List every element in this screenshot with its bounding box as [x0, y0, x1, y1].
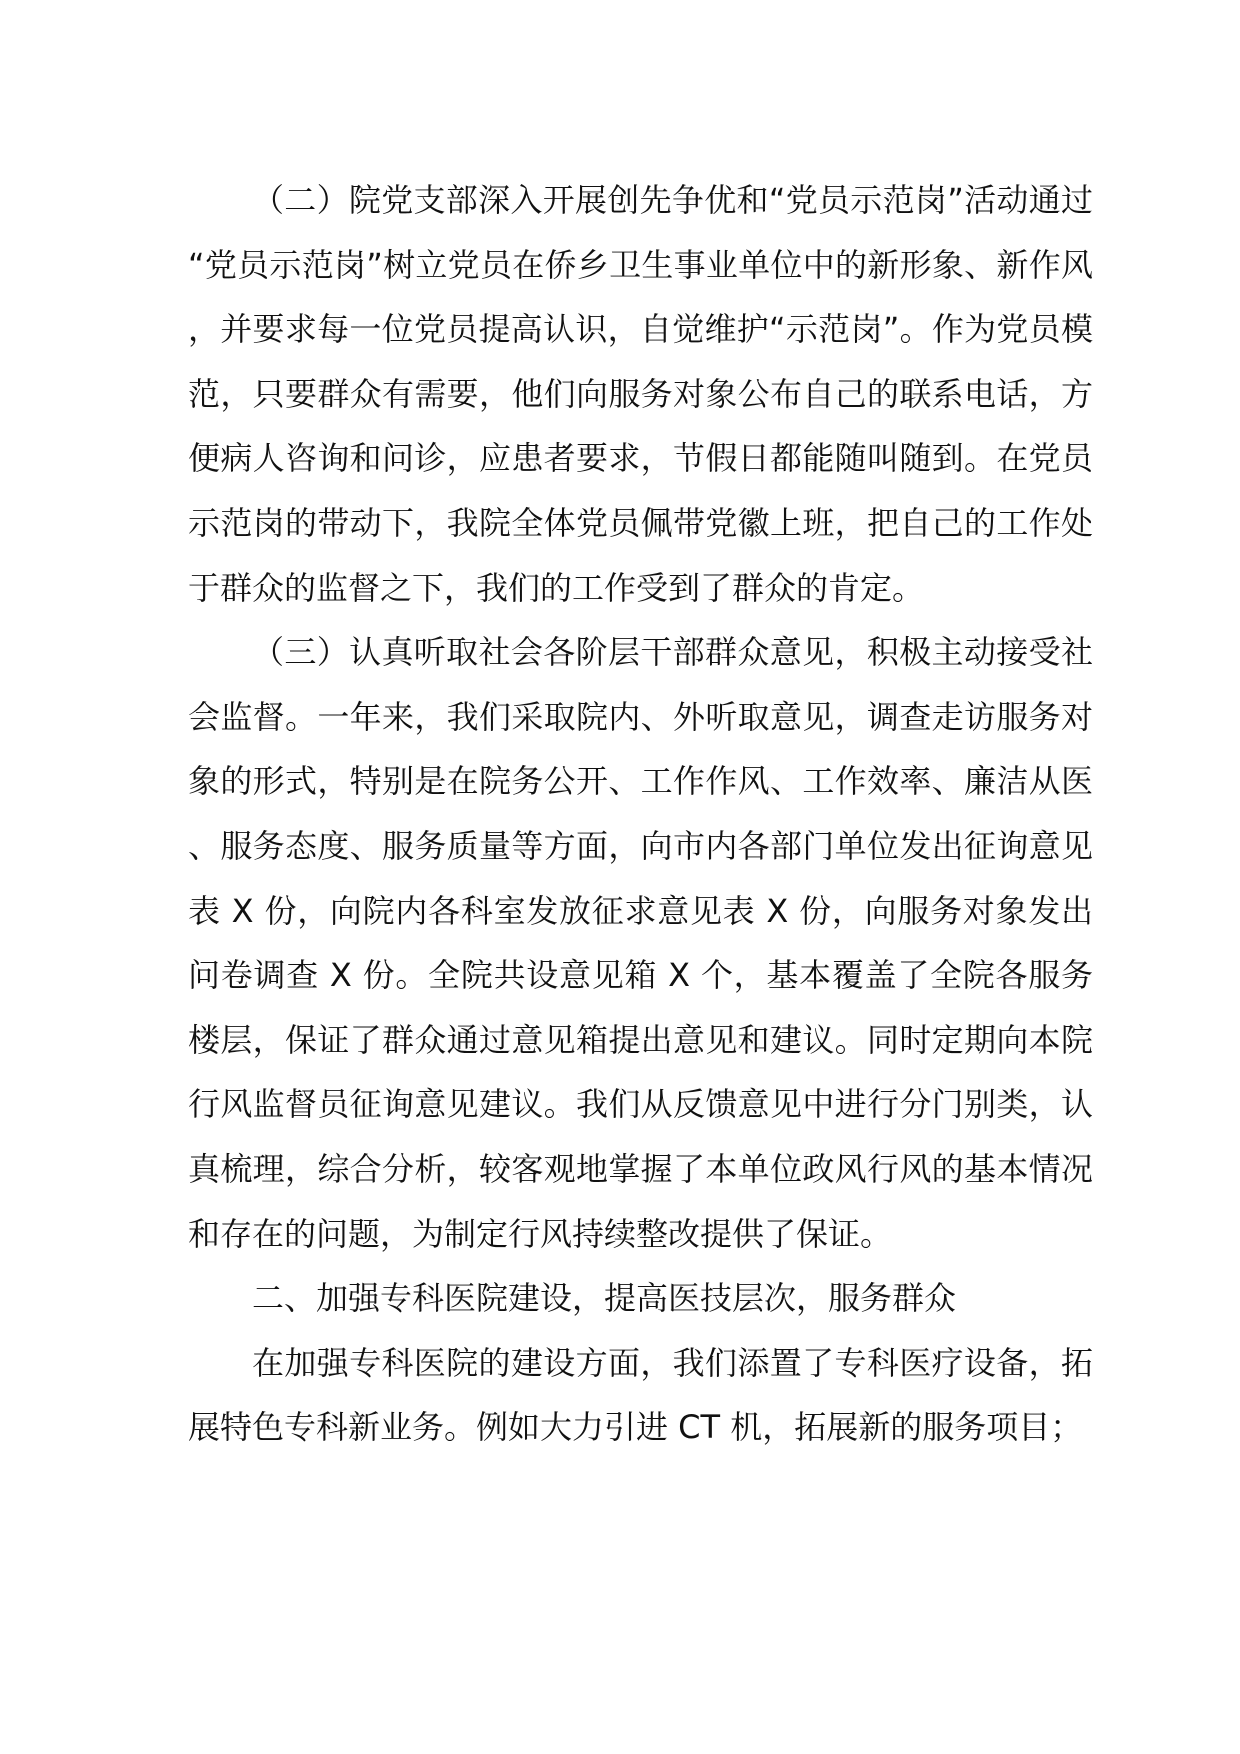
- paragraph-party-model-post: （二）院党支部深入开展创先争优和“党员示范岗”活动通过“党员示范岗”树立党员在侨乡卫生事业单位中的新形象、新作风，并要求每一位党员提高认识，自觉维护“示范岗”。作为党员模范，只要群众有需要，他们向服务对象公布自己的联系电话，方便病人咨询和问诊，应患者要求，节假日都能随叫随到。在党员示范岗的带动下，我院全体党员佩带党徽上班，把自己的工作处于群众的监督之下，我们的工作受到了群众的肯定。: [188, 181, 1093, 607]
- document-body: [188, 168, 1093, 1460]
- paragraph-specialty-equipment: 在加强专科医院的建设方面，我们添置了专科医疗设备，拓展特色专科新业务。例如大力引进 CT 机，拓展新的服务项目；: [188, 1343, 1093, 1447]
- paragraph-public-supervision: （三）认真听取社会各阶层干部群众意见，积极主动接受社会监督。一年来，我们采取院内、外听取意见，调查走访服务对象的形式，特别是在院务公开、工作作风、工作效率、廉洁从医、服务态度、服务质量等方面，向市内各部门单位发出征询意见表 X 份，向院内各科室发放征求意见表 X 份，向服务对象发出问卷调查 X 份。全院共设意见箱 X 个，基本覆盖了全院各服务楼层，保证了群众通过意见箱提出意见和建议。同时定期向本院行风监督员征询意见建议。我们从反馈意见中进行分门别类，认真梳理，综合分析，较客观地掌握了本单位政风行风的基本情况和存在的问题，为制定行风持续整改提供了保证。: [188, 633, 1093, 1253]
- section-heading-specialty-hospital: 二、加强专科医院建设，提高医技层次，服务群众: [252, 1279, 957, 1318]
